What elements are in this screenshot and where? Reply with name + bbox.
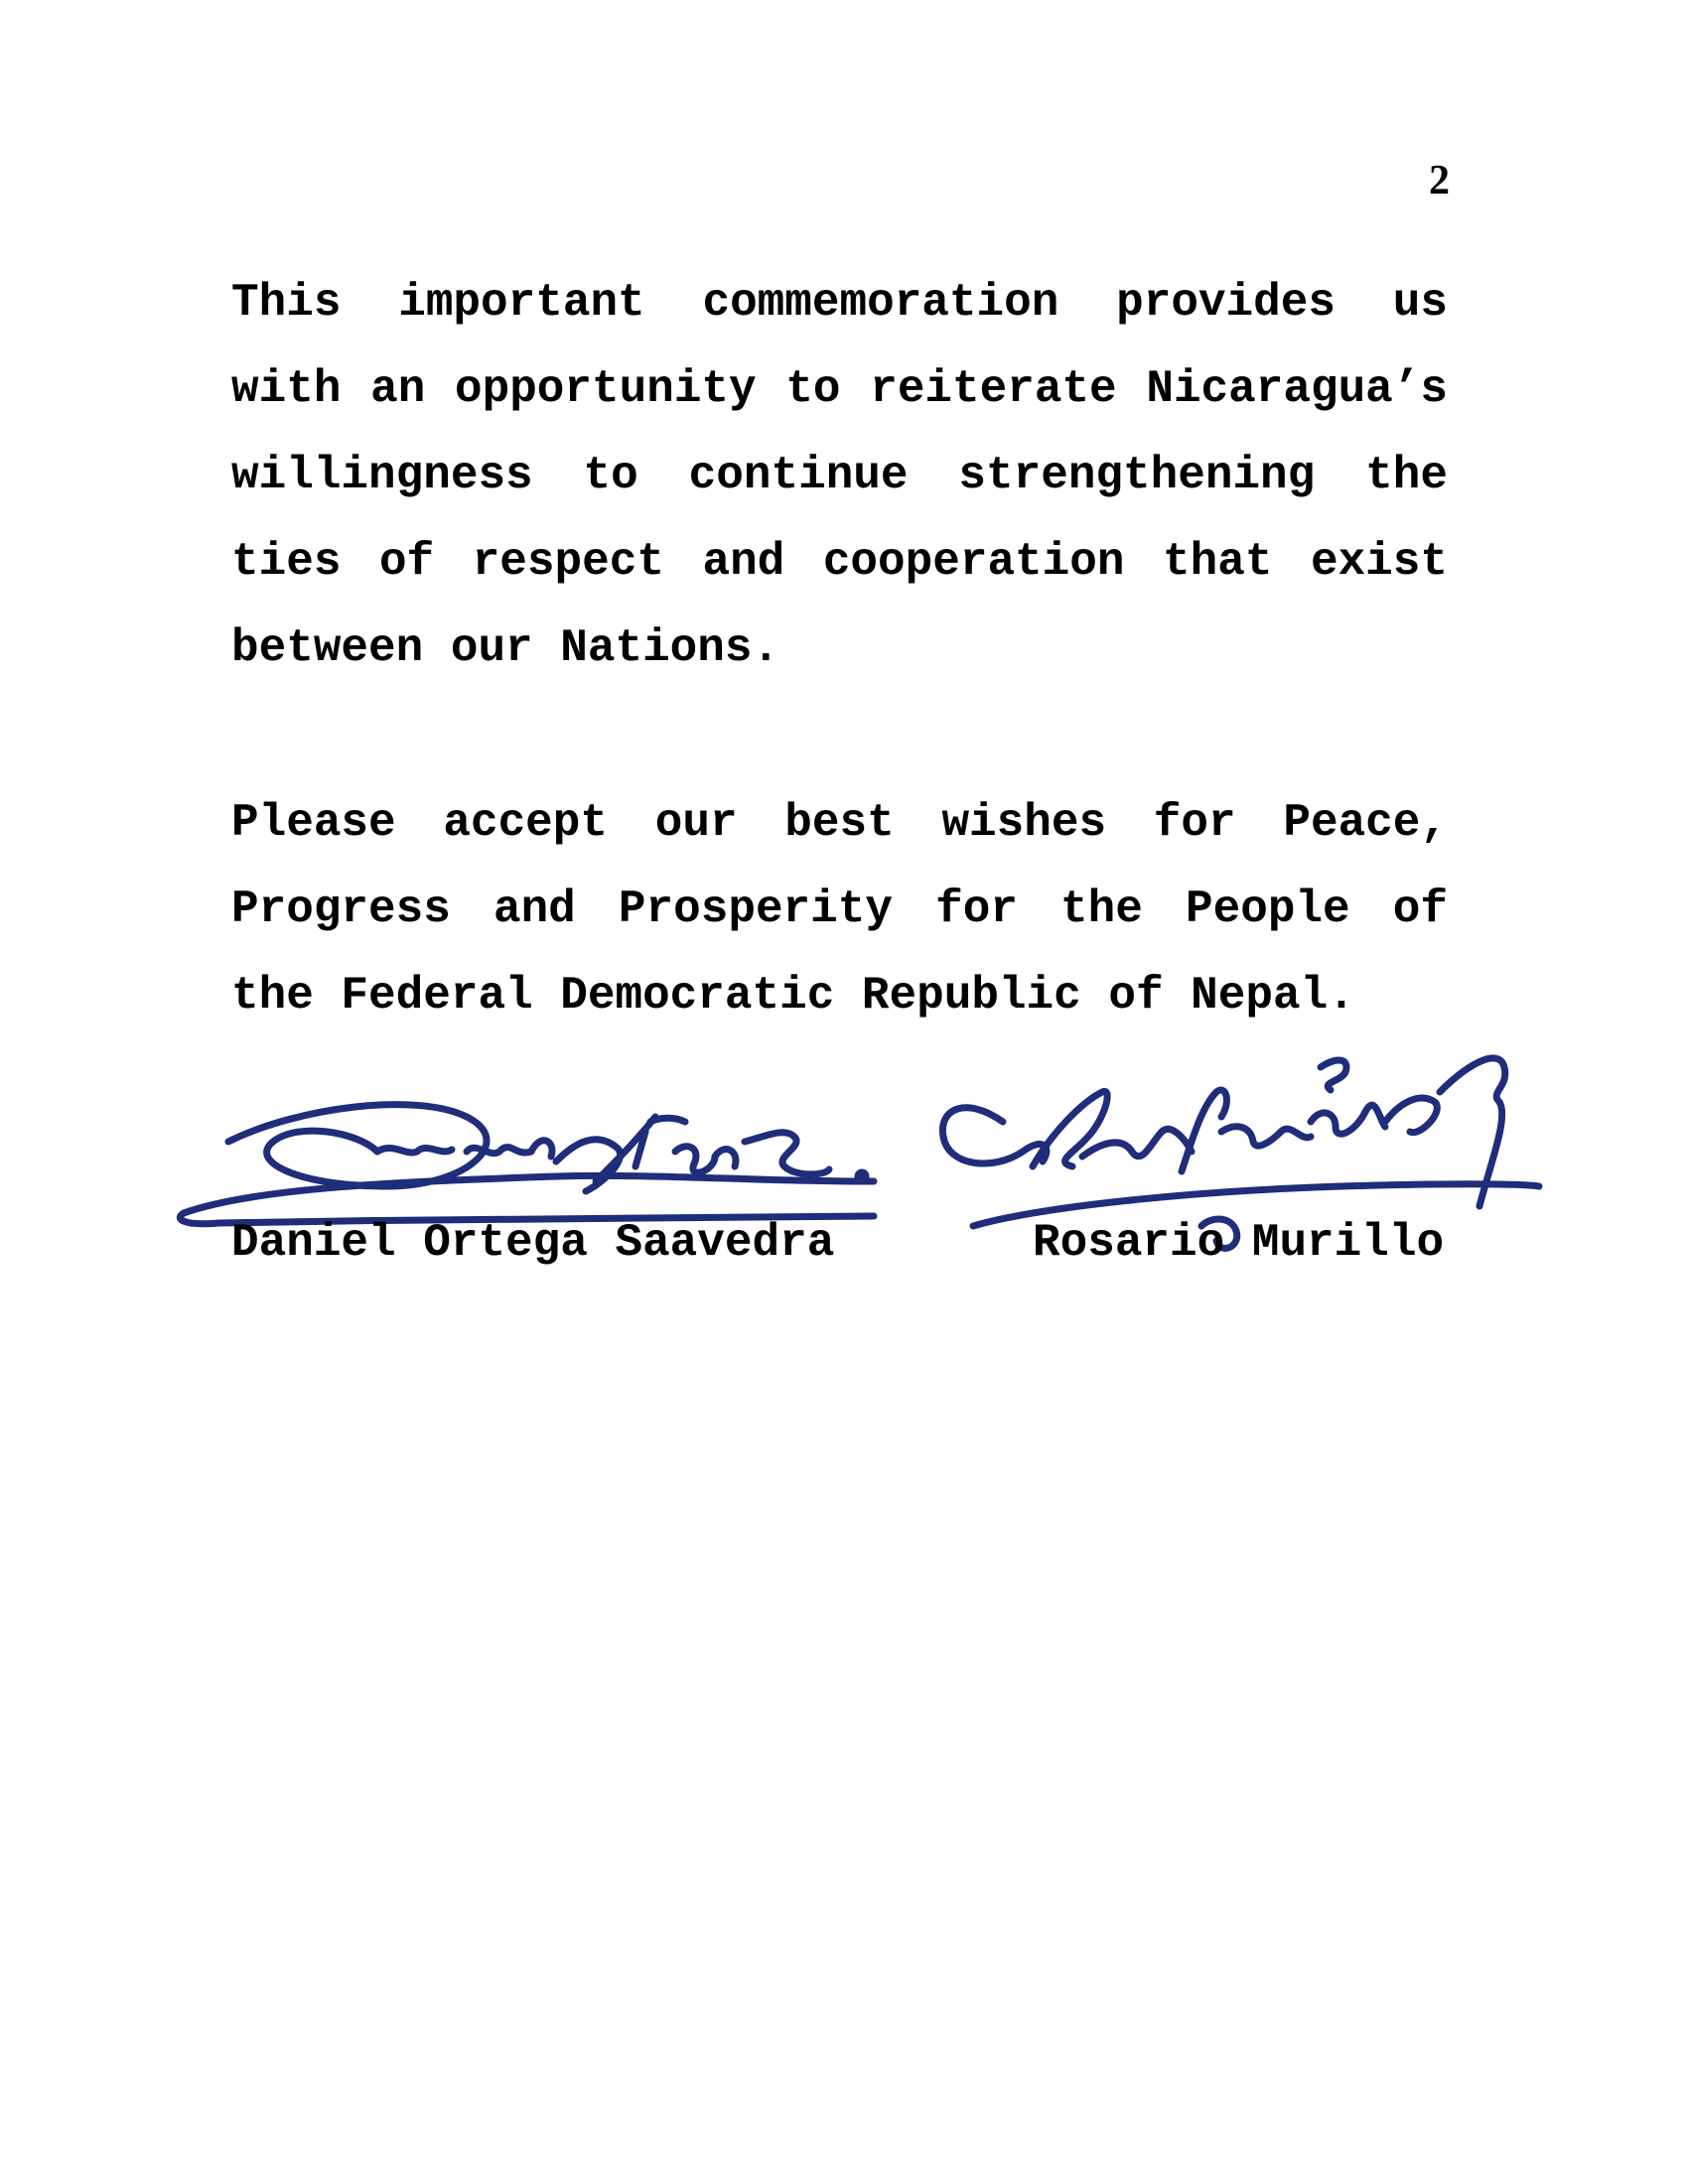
signatory-name-rosario: Rosario Murillo [1033,1217,1445,1269]
paragraph-best-wishes: Please accept our best wishes for Peace, Progress and Prosperity for the People of the Federal Democratic Republic of Nepal. [231,797,1448,1022]
page-number: 2 [1429,158,1450,204]
signature-daniel-ortega [180,1105,874,1224]
paragraph-commemoration: This important commemoration provides us with an opportunity to reiterate Nicaragua’s willingness to continue strengthening the ties of respect and cooperation that exist between our Nations. [231,277,1448,674]
signatory-name-daniel: Daniel Ortega Saavedra [231,1217,835,1269]
